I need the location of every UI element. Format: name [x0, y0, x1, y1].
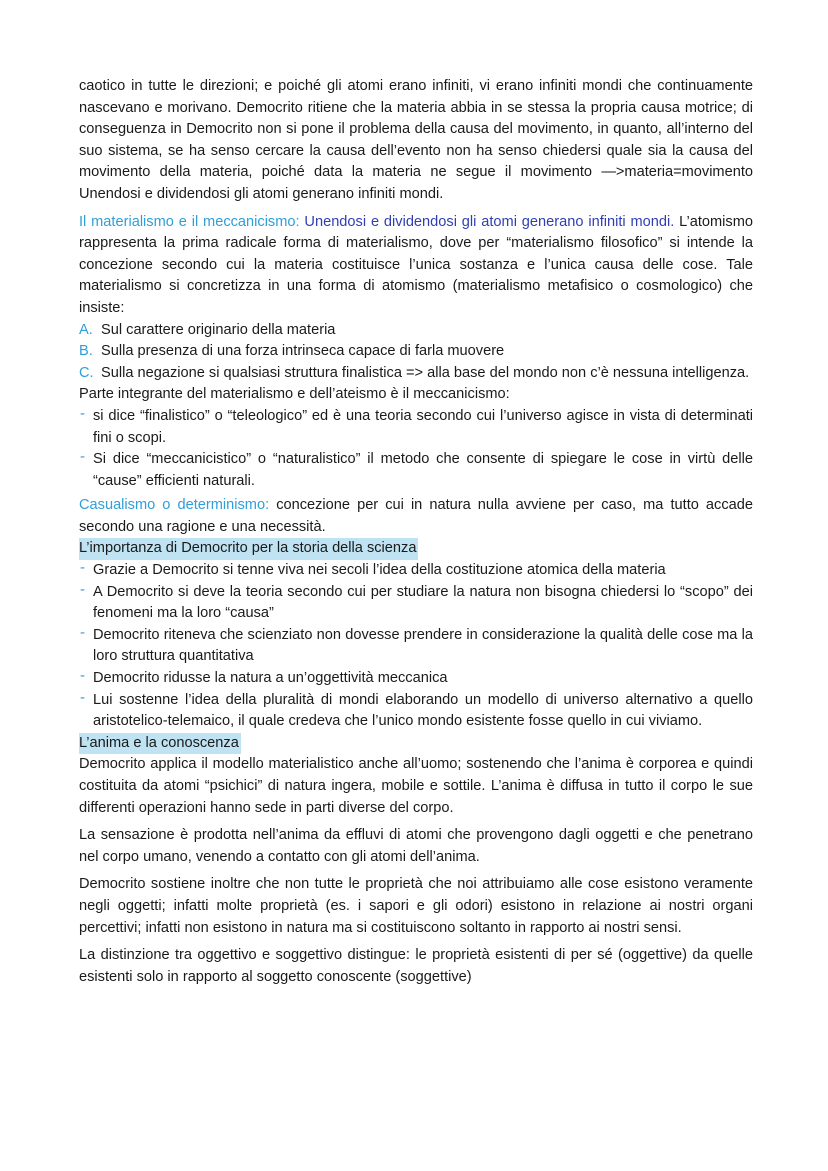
importanza-list [79, 560, 753, 733]
list-marker: C. [79, 364, 94, 381]
list-item-text: A Democrito si deve la teoria secondo cui per studiare la natura non bisogna chiedersi lo “scopo” dei fenomeni ma la loro “causa” [93, 583, 753, 622]
list-item [79, 449, 753, 492]
anima-heading-line [79, 733, 753, 755]
casualismo-paragraph [79, 495, 753, 538]
list-item [79, 341, 753, 363]
importanza-heading: L’importanza di Democrito per la storia della scienza [79, 538, 418, 560]
list-item-text: Democrito ridusse la natura a un’oggettività meccanica [93, 670, 448, 687]
intro-paragraph: caotico in tutte le direzioni; e poiché gli atomi erano infiniti, vi erano infiniti mondi che continuamente nascevano e morivano. Democrito ritiene che la materia abbia in se stessa la propria causa motrice; di conseguenza in Democrito non si pone il problema della causa del movimento, in quanto, all’interno del suo sistema, se ha senso cercare la causa dell’evento non ha senso chiedersi quale sia la causa del movimento della materia, poiché data la materia ne segue il movimento —>materia=movimento Unendosi e dividendosi gli atomi generano infiniti mondi. [79, 78, 753, 202]
materialismo-text: L’atomismo rappresenta la prima radicale forma di materialismo, dove per “materialismo filosofico” si intende la concezione secondo cui la materia costituisce l’unica sostanza e l’unica causa delle cose. Tale materialismo si concretizza in una forma di atomismo (materialismo metafisico o cosmologico) che insiste: [79, 213, 753, 316]
list-item [79, 406, 753, 449]
list-item [79, 320, 753, 342]
list-item [79, 668, 753, 690]
dash-bullet-icon: - [80, 623, 85, 641]
materialismo-label: Il materialismo e il meccanicismo: [79, 213, 300, 230]
list-item-text: Grazie a Democrito si tenne viva nei secoli l’idea della costituzione atomica della materia [93, 562, 666, 579]
dash-bullet-icon: - [80, 559, 85, 577]
materialismo-list [79, 320, 753, 385]
list-item [79, 625, 753, 668]
list-item [79, 363, 753, 385]
list-marker: A. [79, 321, 93, 338]
meccanicismo-list [79, 406, 753, 492]
anima-paragraph-2: La sensazione è prodotta nell’anima da effluvi di atomi che provengono dagli oggetti e che penetrano nel corpo umano, venendo a contatto con gli atomi dell’anima. [79, 827, 753, 865]
list-item-text: Democrito riteneva che scienziato non dovesse prendere in considerazione la qualità delle cose ma la loro struttura quantitativa [93, 626, 753, 665]
anima-heading: L’anima e la conoscenza [79, 733, 241, 755]
anima-paragraph-4: La distinzione tra oggettivo e soggettivo distingue: le proprietà esistenti di per sé (oggettive) da quelle esistenti solo in rapporto al soggetto conoscente (soggettive) [79, 947, 753, 985]
anima-paragraph-1: Democrito applica il modello materialistico anche all’uomo; sostenendo che l’anima è corporea e quindi costituita da atomi “psichici” di natura ingera, mobile e sottile. L’anima è diffusa in tutto il corpo le sue differenti operazioni hanno sede in parti diverse del corpo. [79, 756, 753, 816]
casualismo-text: concezione per cui in natura nulla avviene per caso, ma tutto accade secondo una ragione e una necessità. [79, 497, 753, 535]
list-marker: B. [79, 343, 93, 360]
importanza-heading-line [79, 538, 753, 560]
list-item [79, 560, 753, 582]
list-item-text: Sulla presenza di una forza intrinseca capace di farla muovere [101, 343, 505, 360]
list-item-text: Si dice “meccanicistico” o “naturalistico” il metodo che consente di spiegare le cose in virtù delle “cause” efficienti naturali. [93, 451, 753, 489]
list-item [79, 582, 753, 625]
list-item-text: Sulla negazione si qualsiasi struttura finalistica => alla base del mondo non c’è nessuna intelligenza. [101, 364, 750, 381]
list-item [79, 690, 753, 733]
list-item-text: si dice “finalistico” o “teleologico” ed è una teoria secondo cui l’universo agisce in vista di determinati fini o scopi. [93, 407, 753, 446]
dash-bullet-icon: - [80, 404, 85, 422]
dash-bullet-icon: - [80, 688, 85, 706]
materialismo-paragraph [79, 212, 753, 320]
materialismo-lead: Unendosi e dividendosi gli atomi generano infiniti mondi. [304, 213, 675, 230]
dash-bullet-icon: - [80, 667, 85, 685]
dash-bullet-icon: - [80, 448, 85, 466]
list-item-text: Lui sostenne l’idea della pluralità di mondi elaborando un modello di universo alternativo a quello aristotelico-telemaico, il quale credeva che l’unico mondo esistente fosse quello in cui viviamo. [93, 691, 753, 730]
casualismo-label: Casualismo o determinismo: [79, 497, 270, 514]
meccanicismo-intro: Parte integrante del materialismo e dell’ateismo è il meccanicismo: [79, 386, 510, 403]
list-item-text: Sul carattere originario della materia [101, 321, 336, 338]
anima-paragraph-3: Democrito sostiene inoltre che non tutte le proprietà che noi attribuiamo alle cose esistono veramente negli oggetti; infatti molte proprietà (es. i sapori e gli odori) esistono in relazione ai nostri organi percettivi; infatti non esistono in natura ma si costituiscono soltanto in rapporto ai nostri sensi. [79, 876, 753, 936]
dash-bullet-icon: - [80, 580, 85, 598]
